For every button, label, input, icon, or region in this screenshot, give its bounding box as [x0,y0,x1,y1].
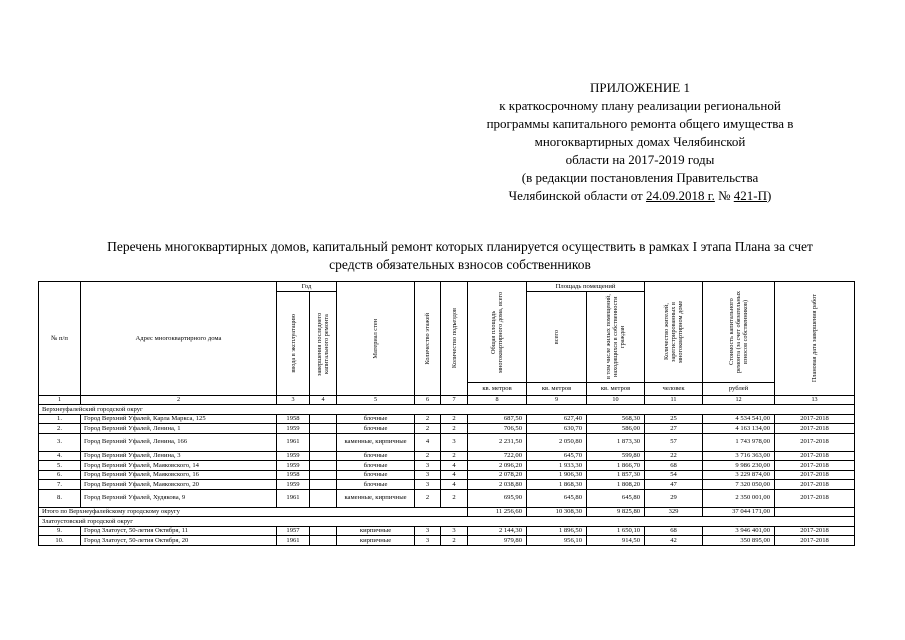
total-total: 11 256,60 [468,507,527,517]
header-year-commission: ввода в эксплуатацию [277,292,310,396]
cell-area: 1 868,30 [527,480,587,490]
cell-date: 2017-2018 [775,414,855,424]
cell-material: блочные [337,451,415,461]
cell-floors: 3 [415,461,441,471]
cell-date: 2017-2018 [775,424,855,434]
cell-people: 68 [645,461,703,471]
cell-entr: 2 [441,489,468,507]
header-year-last-repair: завершения последнего капитального ремонта [310,292,337,396]
cell-year: 1958 [277,470,310,480]
cell-floors: 3 [415,526,441,536]
cell-entr: 2 [441,451,468,461]
cell-people: 57 [645,433,703,451]
cell-total: 2 144,30 [468,526,527,536]
column-number: 7 [441,396,468,405]
cell-n: 5. [39,461,81,471]
appendix-text: Челябинской области от [508,188,646,203]
cell-repair [310,526,337,536]
cell-entr: 3 [441,433,468,451]
cell-n: 9. [39,526,81,536]
header-floors: Количество этажей [415,282,441,396]
appendix-line: (в редакции постановления Правительства [521,170,759,185]
cell-address: Город Верхний Уфалей, Маяковского, 16 [81,470,277,480]
cell-resid: 914,50 [587,536,645,546]
cell-entr: 3 [441,526,468,536]
cell-repair [310,414,337,424]
cell-floors: 2 [415,414,441,424]
cell-people: 47 [645,480,703,490]
appendix-line: к краткосрочному плану реализации региональной [499,98,781,113]
cell-area: 956,10 [527,536,587,546]
cell-area: 630,70 [527,424,587,434]
appendix-label: ПРИЛОЖЕНИЕ 1 [590,80,690,95]
cell-year: 1961 [277,433,310,451]
cell-cost: 4 163 134,00 [703,424,775,434]
cell-repair [310,451,337,461]
cell-floors: 4 [415,433,441,451]
column-number: 3 [277,396,310,405]
header-entrances: Количество подъездов [441,282,468,396]
cell-n: 4. [39,451,81,461]
appendix-line: области на 2017-2019 годы [565,152,715,167]
cell-repair [310,470,337,480]
total-people: 329 [645,507,703,517]
cell-total: 706,50 [468,424,527,434]
cell-year: 1957 [277,526,310,536]
unit-sqm: кв. метров [527,383,587,396]
cell-resid: 599,80 [587,451,645,461]
cell-year: 1961 [277,489,310,507]
cell-people: 54 [645,470,703,480]
cell-area: 1 896,50 [527,526,587,536]
cell-material: блочные [337,470,415,480]
cell-cost: 4 534 541,00 [703,414,775,424]
cell-date: 2017-2018 [775,489,855,507]
cell-floors: 3 [415,480,441,490]
cell-total: 2 078,20 [468,470,527,480]
appendix-text: ) [766,188,772,203]
cell-address: Город Верхний Уфалей, Худякова, 9 [81,489,277,507]
cell-repair [310,536,337,546]
cell-address: Город Верхний Уфалей, Ленина, 1 [81,424,277,434]
cell-area: 645,70 [527,451,587,461]
cell-cost: 3 946 401,00 [703,526,775,536]
cell-year: 1959 [277,424,310,434]
cell-resid: 586,00 [587,424,645,434]
cell-cost: 2 350 001,00 [703,489,775,507]
cell-area: 627,40 [527,414,587,424]
cell-repair [310,489,337,507]
cell-date: 2017-2018 [775,536,855,546]
table-row [39,424,855,434]
cell-address: Город Верхний Уфалей, Маяковского, 20 [81,480,277,490]
column-number: 13 [775,396,855,405]
cell-date: 2017-2018 [775,433,855,451]
cell-people: 68 [645,526,703,536]
cell-entr: 2 [441,536,468,546]
cell-entr: 4 [441,470,468,480]
cell-floors: 2 [415,489,441,507]
column-number: 1 [39,396,81,405]
column-number: 4 [310,396,337,405]
title-line: средств обязательных взносов собственников [329,257,591,272]
cell-resid: 1 866,70 [587,461,645,471]
cell-n: 6. [39,470,81,480]
unit-sqm: кв. метров [468,383,527,396]
total-label: Итого по Верхнеуфалейскому городскому округу [39,507,468,517]
table-row [39,526,855,536]
cell-material: кирпичные [337,526,415,536]
cell-area: 645,80 [527,489,587,507]
table-body [39,396,855,546]
total-cost: 37 044 171,00 [703,507,775,517]
cell-repair [310,461,337,471]
cell-year: 1959 [277,461,310,471]
total-row [39,507,855,517]
cell-repair [310,424,337,434]
cell-area: 2 050,80 [527,433,587,451]
cell-cost: 1 743 978,00 [703,433,775,451]
cell-date: 2017-2018 [775,480,855,490]
table-row [39,414,855,424]
cell-n: 3. [39,433,81,451]
cell-floors: 2 [415,451,441,461]
cell-total: 2 038,80 [468,480,527,490]
cell-address: Город Верхний Уфалей, Маяковского, 14 [81,461,277,471]
cell-total: 2 231,50 [468,433,527,451]
cell-total: 2 096,20 [468,461,527,471]
cell-total: 695,90 [468,489,527,507]
cell-n: 8. [39,489,81,507]
cell-date: 2017-2018 [775,451,855,461]
appendix-line: программы капитального ремонта общего имущества в [486,116,794,131]
cell-resid: 1 808,20 [587,480,645,490]
cell-entr: 4 [441,461,468,471]
cell-material: каменные, кирпичные [337,433,415,451]
cell-address: Город Верхний Уфалей, Карла Маркса, 125 [81,414,277,424]
cell-total: 979,80 [468,536,527,546]
column-number: 12 [703,396,775,405]
cell-entr: 2 [441,424,468,434]
cell-total: 722,00 [468,451,527,461]
table-row [39,451,855,461]
header-year-group: Год [277,282,337,292]
cell-date: 2017-2018 [775,526,855,536]
cell-people: 42 [645,536,703,546]
cell-cost: 3 229 874,00 [703,470,775,480]
header-area-total: всего [527,292,587,383]
column-number: 10 [587,396,645,405]
header-cost: Стоимость капитального ремонта (за счет обязательных взносов собственников) [703,282,775,383]
table-row [39,489,855,507]
cell-address: Город Верхний Уфалей, Ленина, 166 [81,433,277,451]
cell-resid: 568,30 [587,414,645,424]
header-num: № п/п [39,282,81,396]
cell-material: кирпичные [337,536,415,546]
header-area-residential: в том числе жилых помещений, находящихся в собственности граждан [587,292,645,383]
cell-people: 29 [645,489,703,507]
cell-date: 2017-2018 [775,461,855,471]
cell-area: 1 933,30 [527,461,587,471]
cell-repair [310,480,337,490]
cell-people: 27 [645,424,703,434]
unit-sqm: кв. метров [587,383,645,396]
column-number: 6 [415,396,441,405]
cell-resid: 645,80 [587,489,645,507]
cell-cost: 350 895,00 [703,536,775,546]
header-area-group: Площадь помещений [527,282,645,292]
resolution-date: 24.09.2018 г. [645,188,715,203]
table-row [39,536,855,546]
cell-year: 1958 [277,414,310,424]
cell-material: блочные [337,461,415,471]
cell-year: 1959 [277,480,310,490]
houses-table [38,281,855,546]
total-area: 10 308,30 [527,507,587,517]
cell-address: Город Златоуст, 50-летия Октября, 11 [81,526,277,536]
cell-year: 1959 [277,451,310,461]
header-planned-date: Плановая дата завершения работ [775,282,855,396]
cell-address: Город Верхний Уфалей, Ленина, 3 [81,451,277,461]
cell-date: 2017-2018 [775,470,855,480]
cell-year: 1961 [277,536,310,546]
cell-n: 10. [39,536,81,546]
table-row [39,461,855,471]
cell-resid: 1 857,30 [587,470,645,480]
cell-floors: 2 [415,424,441,434]
unit-rub: рублей [703,383,775,396]
cell-material: блочные [337,414,415,424]
appendix-line: многоквартирных домах Челябинской [534,134,746,149]
section-row [39,517,855,527]
appendix-heading [470,79,810,205]
cell-floors: 3 [415,536,441,546]
unit-people: человек [645,383,703,396]
cell-repair [310,433,337,451]
column-number: 9 [527,396,587,405]
column-number: 2 [81,396,277,405]
document-title [40,238,880,274]
table-row [39,470,855,480]
resolution-number: 421-П [733,188,767,203]
cell-area: 1 906,30 [527,470,587,480]
cell-n: 1. [39,414,81,424]
cell-people: 25 [645,414,703,424]
cell-people: 22 [645,451,703,461]
header-row [39,282,855,292]
cell-address: Город Златоуст, 50-летия Октября, 20 [81,536,277,546]
cell-material: каменные, кирпичные [337,489,415,507]
appendix-line [470,187,810,205]
total-date [775,507,855,517]
cell-resid: 1 650,10 [587,526,645,536]
header-residents: Количество жителей, зарегистрированных в многоквартирном доме [645,282,703,383]
section-row [39,405,855,415]
cell-material: блочные [337,424,415,434]
appendix-text: № [714,188,734,203]
column-number: 11 [645,396,703,405]
column-number: 5 [337,396,415,405]
cell-entr: 2 [441,414,468,424]
total-resid: 9 825,80 [587,507,645,517]
header-address: Адрес многоквартирного дома [81,282,277,396]
cell-cost: 7 320 050,00 [703,480,775,490]
cell-cost: 9 986 230,00 [703,461,775,471]
section-name: Верхнеуфалейский городской округ [39,405,855,415]
title-line: Перечень многоквартирных домов, капитальный ремонт которых планируется осуществить в рамках I этапа Плана за счет [107,239,813,254]
header-total-area: Общая площадь многоквартирного дома, всего [468,282,527,383]
cell-resid: 1 873,30 [587,433,645,451]
table-row [39,433,855,451]
header-wall-material: Материал стен [337,282,415,396]
cell-floors: 3 [415,470,441,480]
cell-n: 7. [39,480,81,490]
cell-entr: 4 [441,480,468,490]
cell-total: 687,50 [468,414,527,424]
column-number: 8 [468,396,527,405]
column-numbers-row [39,396,855,405]
section-name: Златоустовский городской округ [39,517,855,527]
table-row [39,480,855,490]
cell-material: блочные [337,480,415,490]
cell-n: 2. [39,424,81,434]
cell-cost: 3 716 363,00 [703,451,775,461]
